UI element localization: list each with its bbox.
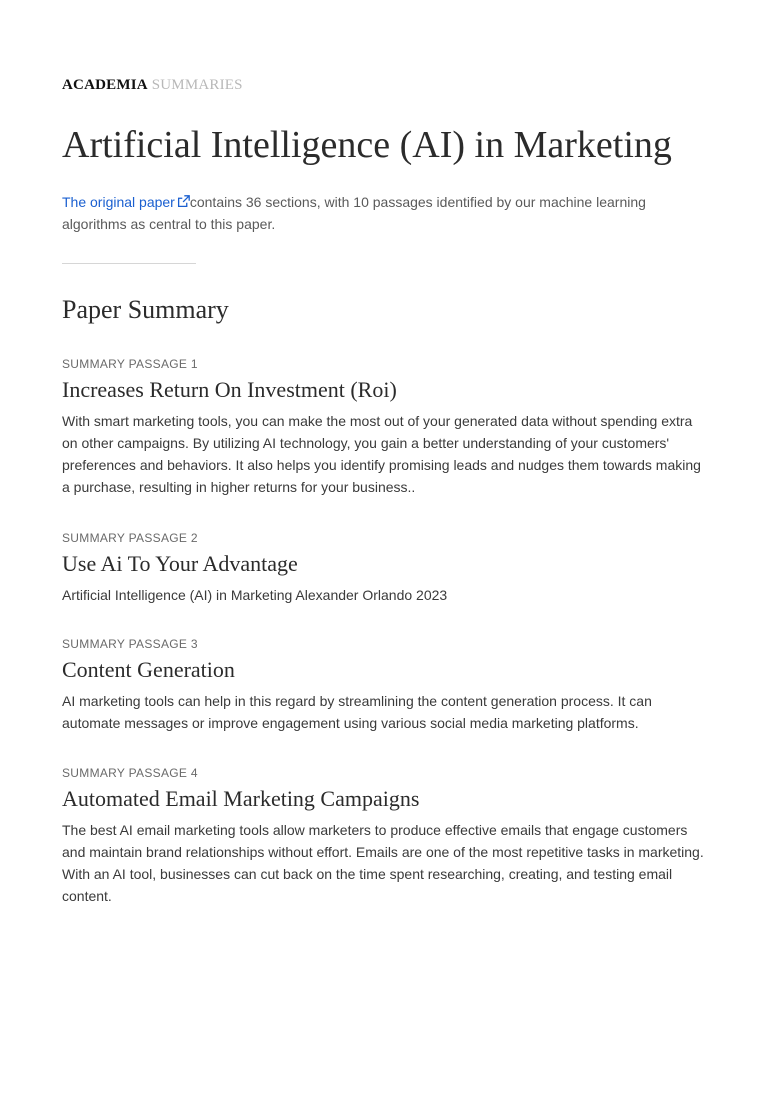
passage-text: With smart marketing tools, you can make the most out of your generated data without spending extra on other campaigns. By utilizing AI technology, you gain a better understanding of your customers' preferences and behaviors. It also helps you identify promising leads and nudges them towards making a purchase, resulting in higher returns for your business..	[62, 413, 701, 495]
passage-title: Use Ai To Your Advantage	[62, 551, 298, 576]
passage-label: SUMMARY PASSAGE 2	[62, 531, 198, 545]
passage-text: AI marketing tools can help in this regard by streamlining the content generation process. It can automate messages or improve engagement using various social media marketing platforms.	[62, 693, 652, 731]
summary-passage	[62, 636, 706, 734]
passage-label: SUMMARY PASSAGE 1	[62, 357, 198, 371]
passage-title: Increases Return On Investment (Roi)	[62, 377, 397, 402]
passage-title: Content Generation	[62, 657, 235, 682]
divider	[62, 263, 196, 264]
original-paper-link[interactable]	[62, 194, 190, 210]
page-title: Artificial Intelligence (AI) in Marketing	[62, 124, 672, 166]
summary-heading: Paper Summary	[62, 295, 229, 324]
passage-label: SUMMARY PASSAGE 3	[62, 637, 198, 651]
intro-paragraph	[62, 191, 692, 235]
original-paper-link-label: The original paper	[62, 194, 175, 210]
intro-text: contains 36 sections, with 10 passages identified by our machine learning algorithms as central to this paper.	[62, 194, 646, 232]
passage-label: SUMMARY PASSAGE 4	[62, 766, 198, 780]
summary-passage	[62, 356, 706, 498]
brand-logo[interactable]	[62, 75, 706, 95]
external-link-icon	[177, 195, 190, 208]
passage-text: Artificial Intelligence (AI) in Marketing Alexander Orlando 2023	[62, 587, 448, 603]
passage-title: Automated Email Marketing Campaigns	[62, 786, 420, 811]
passage-text: The best AI email marketing tools allow marketers to produce effective emails that engage customers and maintain brand relationships without effort. Emails are one of the most repetitive tasks in marketing. With an AI tool, businesses can cut back on the time spent researching, creating, and testing email content.	[62, 822, 704, 904]
brand-subname: SUMMARIES	[151, 77, 243, 93]
summary-passage	[62, 765, 706, 907]
brand-name: ACADEMIA	[62, 77, 148, 93]
summary-passage	[62, 530, 706, 606]
page	[0, 75, 768, 907]
